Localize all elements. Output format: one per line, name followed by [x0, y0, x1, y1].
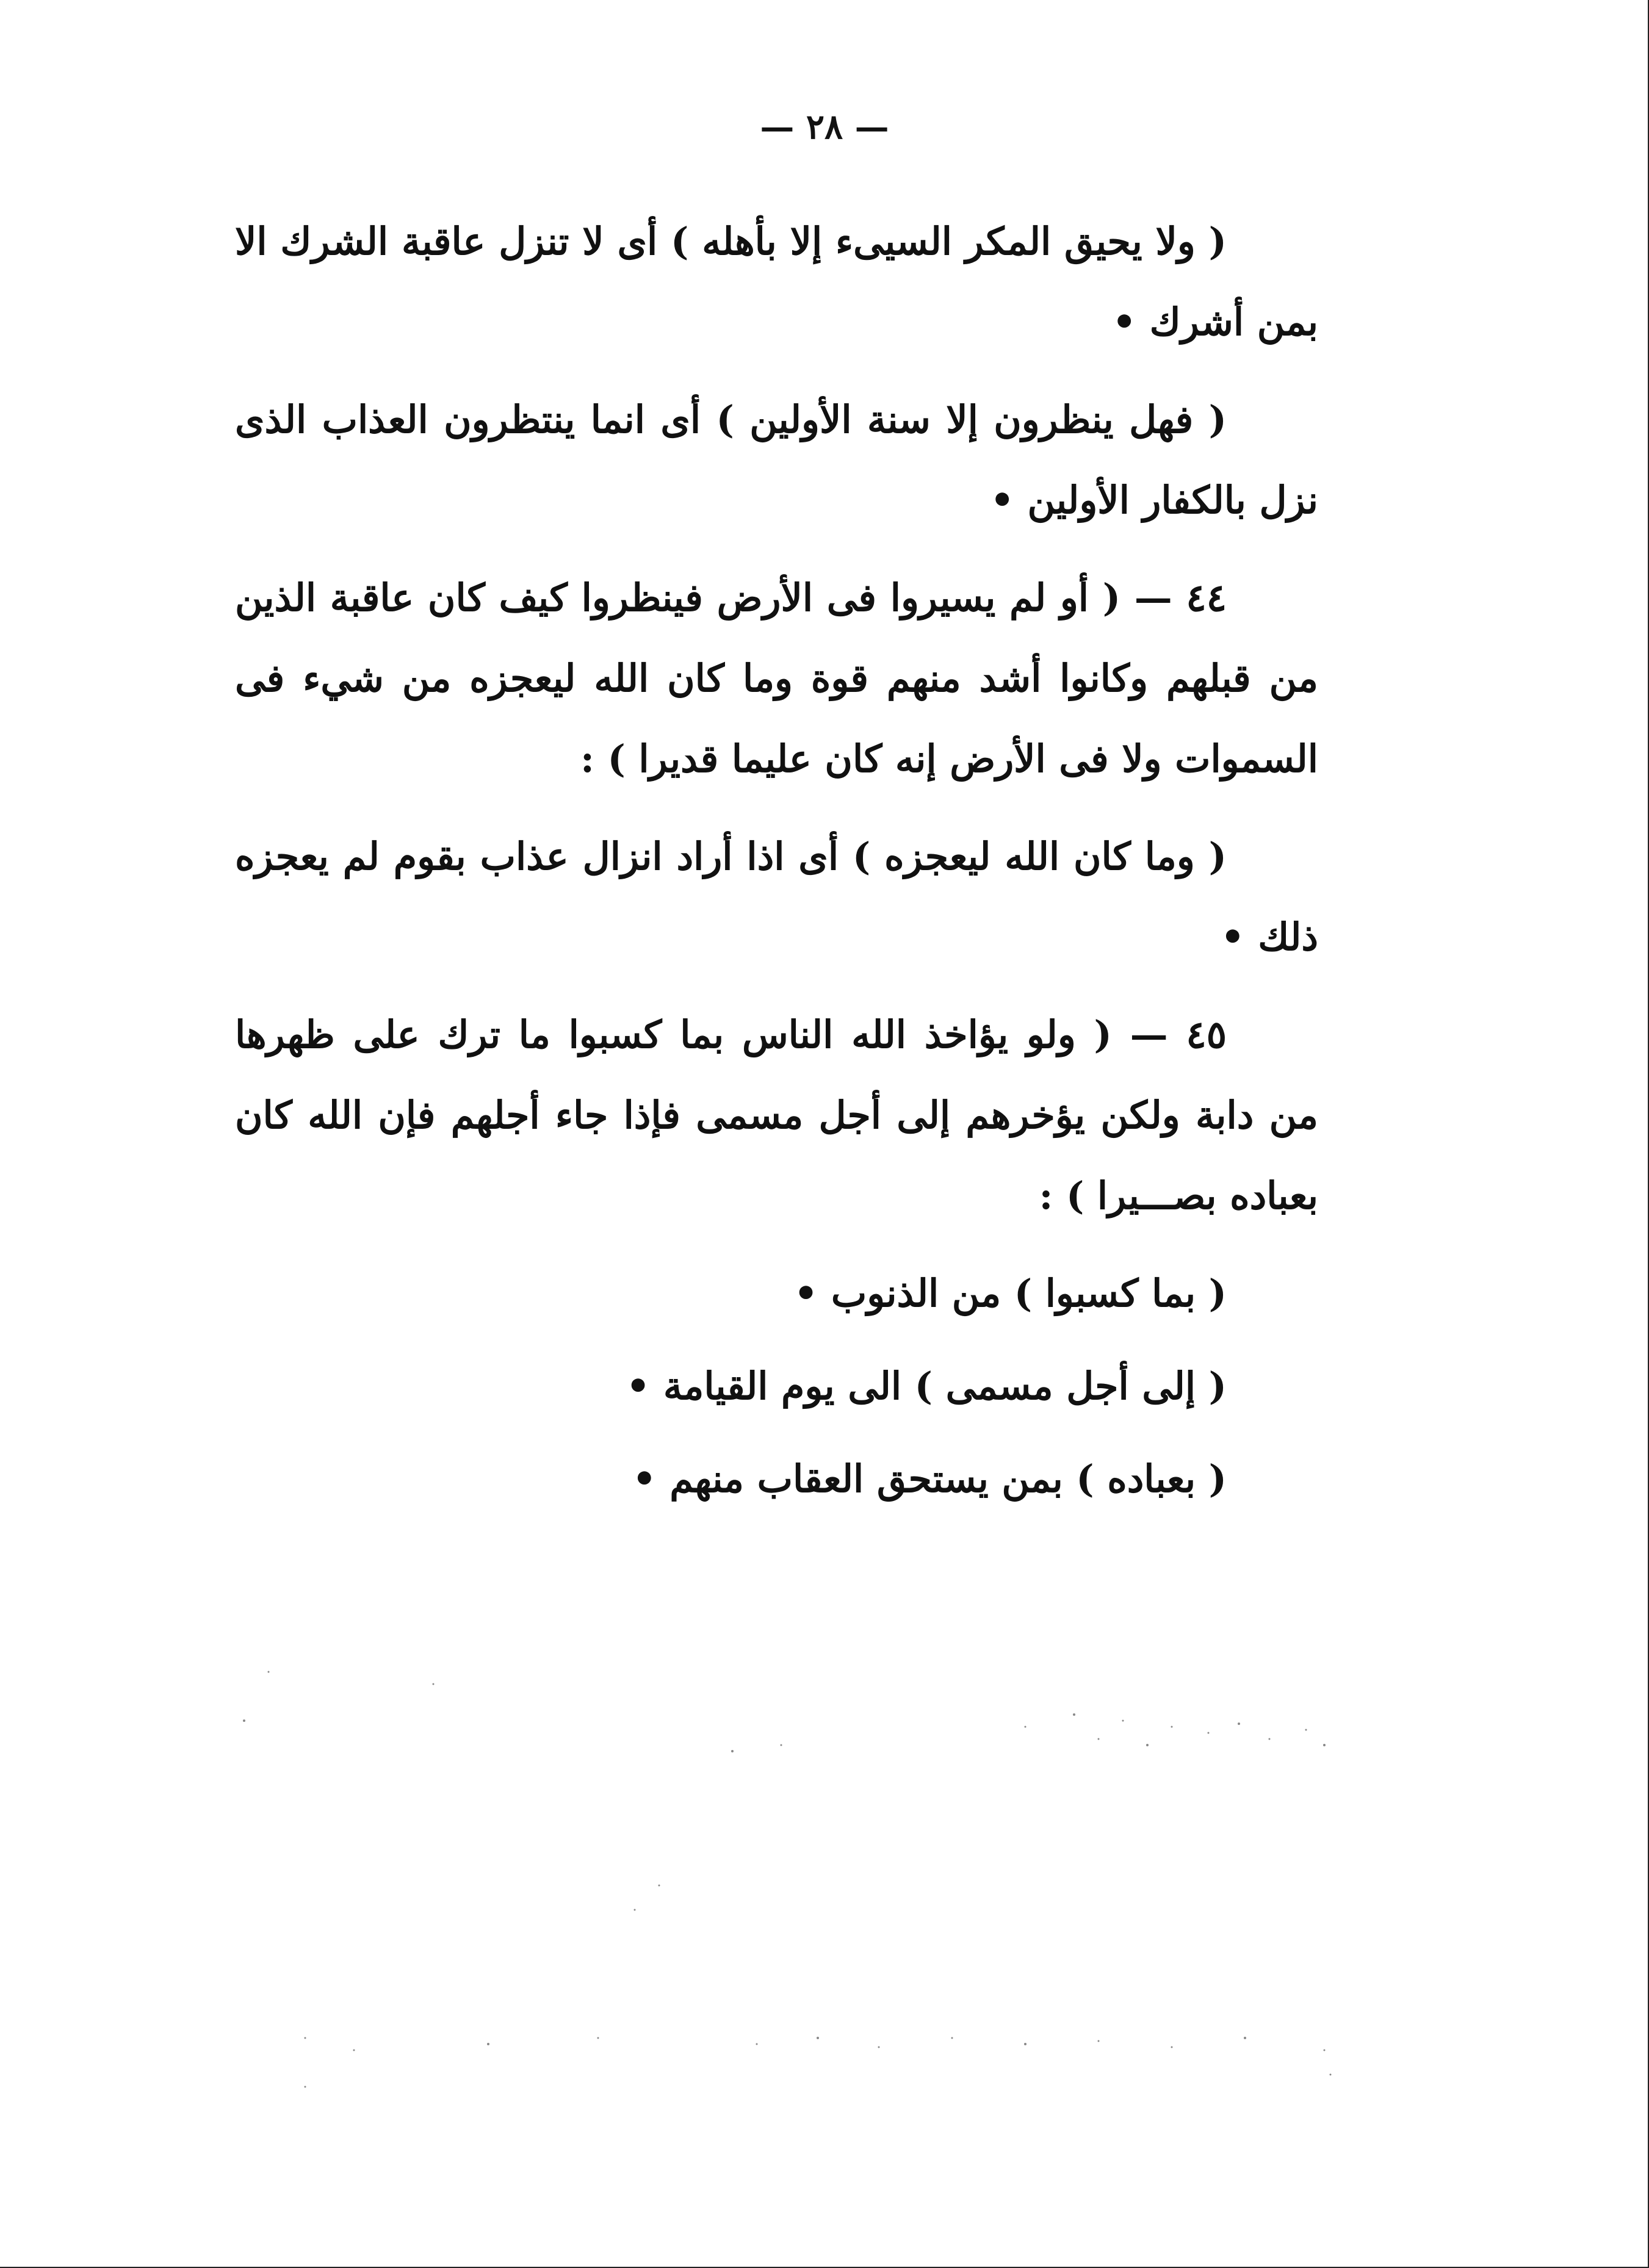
paragraph-2: ( فهل ينظرون إلا سنة الأولين ) أى انما ينتظرون العذاب الذى نزل بالكفار الأولين •	[235, 397, 1318, 522]
gloss-3: ( بعباده ) بمن يستحق العقاب منهم •	[632, 1456, 1227, 1501]
gloss-1: ( بما كسبوا ) من الذنوب •	[793, 1271, 1227, 1316]
gloss-2: ( إلى أجل مسمى ) الى يوم القيامة •	[626, 1364, 1227, 1408]
paragraph-4: ( وما كان الله ليعجزه ) أى اذا أراد انزال عذاب بقوم لم يعجزه ذلك •	[235, 834, 1318, 959]
scan-noise	[232, 1647, 1343, 2111]
paragraph-verse-44: ٤٤ — ( أو لم يسيروا فى الأرض فينظروا كيف كان عاقبة الذين من قبلهم وكانوا أشد منهم قوة وما كان الله ليعجزه من شيء فى السموات ولا فى الأرض إنه كان عليما قديرا ) :	[235, 575, 1318, 781]
paragraph-verse-45: ٤٥ — ( ولو يؤاخذ الله الناس بما كسبوا ما ترك على ظهرها من دابة ولكن يؤخرهم إلى أجل مسمى فإذا جاء أجلهم فإن الله كان بعباده بصـــيرا ) :	[235, 1012, 1318, 1218]
page-number: — ٢٨ —	[760, 107, 889, 147]
paragraph-1: ( ولا يحيق المكر السيىء إلا بأهله ) أى لا تنزل عاقبة الشرك الا بمن أشرك •	[235, 219, 1318, 344]
body-text	[235, 201, 1318, 1532]
